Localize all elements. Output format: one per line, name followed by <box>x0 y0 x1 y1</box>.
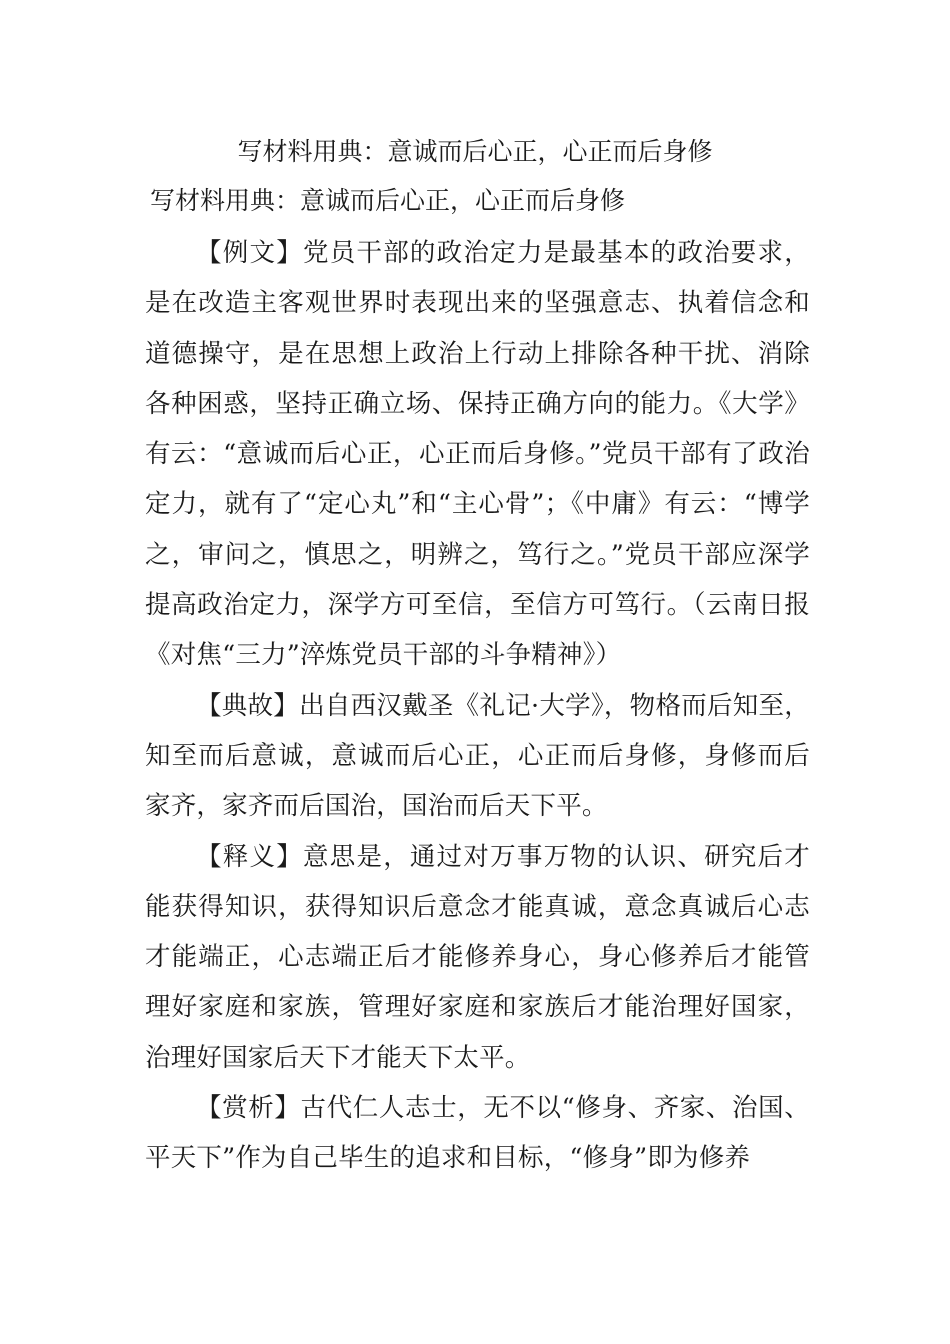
paragraph-allusion <box>145 681 810 832</box>
paragraph-text: 意思是，通过对万事万物的认识、研究后才能获得知识，获得知识后意念才能真诚，意念真诚后心志才能端正，心志端正后才能修养身心，身心修养后才能管理好家庭和家族，管理好家庭和家族后才能治理好国家，治理好国家后天下才能天下太平。 <box>145 841 810 1073</box>
paragraph-appreciation <box>145 1083 810 1184</box>
paragraph-tag: 【赏析】 <box>196 1093 301 1124</box>
paragraph-text: 出自西汉戴圣《礼记·大学》，物格而后知至，知至而后意诚，意诚而后心正，心正而后身修，身修而后家齐，家齐而后国治，国治而后天下平。 <box>145 690 810 822</box>
paragraph-example <box>145 228 810 681</box>
document-title: 写材料用典：意诚而后心正，心正而后身修 <box>237 137 713 166</box>
paragraph-text: 古代仁人志士，无不以“修身、齐家、治国、平天下”作为自己毕生的追求和目标，“修身”即为修养 <box>145 1093 810 1174</box>
paragraph-tag: 【典故】 <box>196 690 300 721</box>
paragraph-tag: 【例文】 <box>196 238 303 268</box>
document-body <box>145 228 810 1184</box>
paragraph-text: 党员干部的政治定力是最基本的政治要求，是在改造主客观世界时表现出来的坚强意志、执着信念和道德操守，是在思想上政治上行动上排除各种干扰、消除各种困惑，坚持正确立场、保持正确方向的能力。《大学》有云：“意诚而后心正，心正而后身修。”党员干部有了政治定力，就有了“定心丸”和“主心骨”；《中庸》有云：“博学之，审问之，慎思之，明辨之，笃行之。”党员干部应深学提高政治定力，深学方可至信，至信方可笃行。（云南日报《对焦“三力”淬炼党员干部的斗争精神》） <box>145 238 810 671</box>
paragraph-tag: 【释义】 <box>196 841 303 872</box>
document-title-repeat: 写材料用典：意诚而后心正，心正而后身修 <box>150 186 626 215</box>
paragraph-meaning <box>145 832 810 1083</box>
